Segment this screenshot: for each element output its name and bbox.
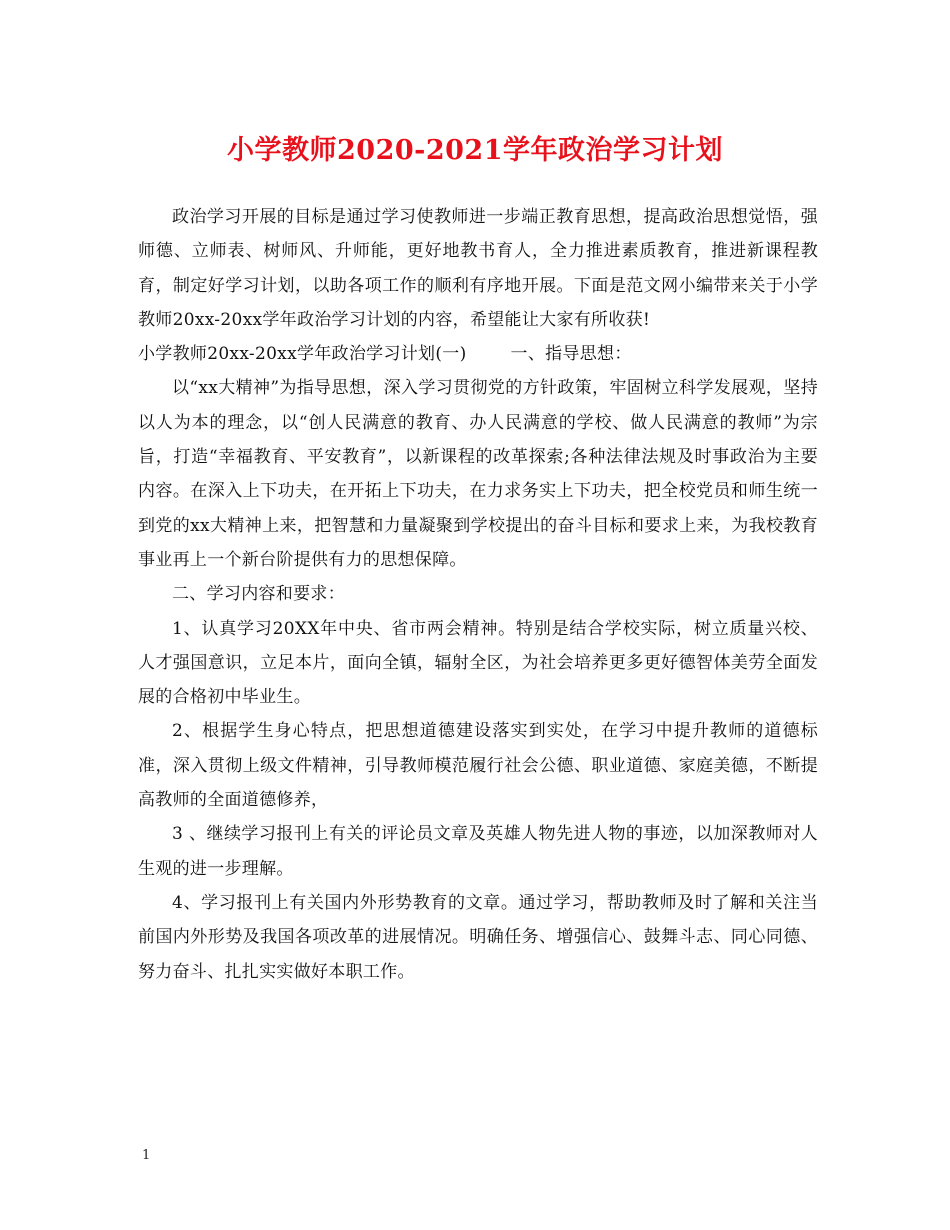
page-number: 1 <box>142 1148 151 1163</box>
document-body <box>138 200 818 989</box>
item3-paragraph: 3 、继续学习报刊上有关的评论员文章及英雄人物先进人物的事迹，以加深教师对人生观的进一步理解。 <box>138 824 818 879</box>
item1-paragraph: 1、认真学习20XX年中央、省市两会精神。特别是结合学校实际，树立质量兴校、人才强国意识，立足本片，面向全镇，辐射全区，为社会培养更多更好德智体美劳全面发展的合格初中毕业生。 <box>138 618 818 708</box>
plan-heading: 小学教师20xx-20xx学年政治学习计划(一) <box>138 344 467 365</box>
intro-paragraph: 政治学习开展的目标是通过学习使教师进一步端正教育思想，提高政治思想觉悟，强师德、立师表、树师风、升师能，更好地教书育人，全力推进素质教育，推进新课程教育，制定好学习计划，以助各项工作的顺利有序地开展。下面是范文网小编带来关于小学教师20xx-20xx学年政治学习计划的内容，希望能让大家有所收获! <box>138 207 818 330</box>
guiding-paragraph: 以“xx大精神”为指导思想，深入学习贯彻党的方针政策，牢固树立科学发展观，坚持以人为本的理念，以“创人民满意的教育、办人民满意的学校、做人民满意的教师”为宗旨，打造“幸福教育、平安教育”，以新课程的改革探索;各种法律法规及时事政治为主要内容。在深入上下功夫，在开拓上下功夫，在力求务实上下功夫，把全校党员和师生统一到党的xx大精神上来，把智慧和力量凝聚到学校提出的奋斗目标和要求上来，为我校教育事业再上一个新台阶提供有力的思想保障。 <box>138 378 818 570</box>
document-title: 小学教师2020-2021学年政治学习计划 <box>227 135 723 166</box>
plan-heading-line <box>138 337 818 371</box>
section2-heading: 二、学习内容和要求： <box>172 584 345 605</box>
item2-paragraph: 2、根据学生身心特点，把思想道德建设落实到实处，在学习中提升教师的道德标准，深入贯彻上级文件精神，引导教师模范履行社会公德、职业道德、家庭美德，不断提高教师的全面道德修养， <box>138 721 818 811</box>
section1-heading: 一、指导思想： <box>510 344 632 365</box>
item4-paragraph: 4、学习报刊上有关国内外形势教育的文章。通过学习，帮助教师及时了解和关注当前国内外形势及我国各项改革的进展情况。明确任务、增强信心、鼓舞斗志、同心同德、努力奋斗、扎扎实实做好本职工作。 <box>138 892 818 982</box>
